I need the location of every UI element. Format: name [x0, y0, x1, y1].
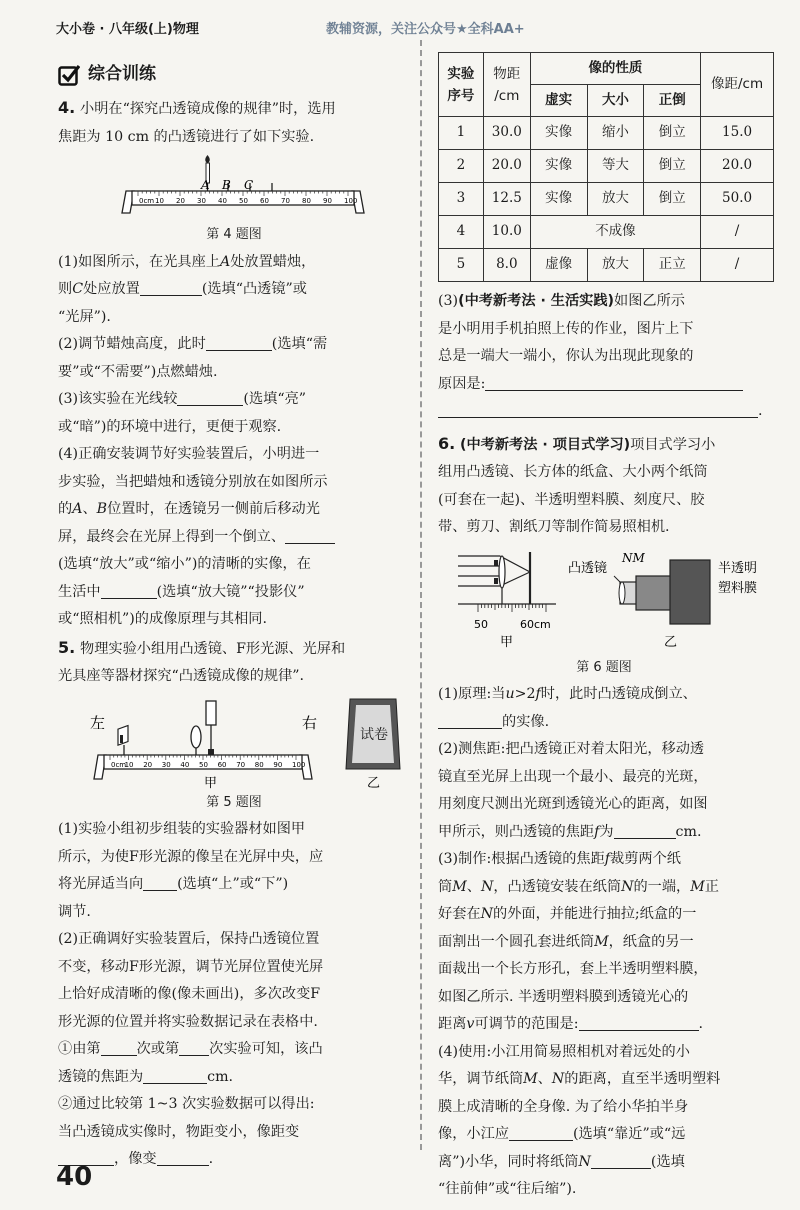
screen-text: 试卷 [360, 726, 388, 743]
text: (3)该实验在光线较 [58, 391, 178, 407]
text: u [505, 686, 515, 702]
text: ，像变 [114, 1151, 157, 1167]
text: 带、剪刀、割纸刀等制作简易照相机. [438, 519, 670, 535]
text: 为 [599, 823, 614, 840]
figure-6-drawing [438, 546, 770, 654]
page-number: 40 [56, 1162, 93, 1192]
ruler-label: 70 [281, 197, 290, 205]
page-header [56, 14, 760, 38]
ruler-label: 30 [161, 760, 171, 769]
text: (2)调节蜡烛高度，此时 [58, 336, 206, 352]
ruler-label: 60 [217, 760, 227, 769]
text: (选填“凸透镜”或 [201, 281, 307, 297]
ruler-label: 80 [302, 197, 311, 205]
cell: 等大 [587, 150, 644, 183]
cell: 实像 [530, 183, 587, 216]
text: (可套在一起)、半透明塑料膜、刻度尺、胶 [438, 491, 705, 508]
label-left: 左 [90, 713, 106, 732]
text: M [452, 878, 467, 895]
tag: (中考新考法 · 生活实践) [458, 293, 615, 309]
cell: 放大 [587, 183, 644, 216]
answer-blank[interactable] [157, 1149, 209, 1166]
text: 、 [82, 501, 97, 517]
text: . [208, 1151, 214, 1167]
text: f [594, 823, 600, 840]
text: 形光源的位置并将实验数据记录在表格中. [58, 1013, 318, 1030]
text: (选填“放大”或“缩小”)的清晰的实像，在 [58, 556, 311, 572]
text: f [604, 851, 611, 867]
text: M [690, 878, 705, 895]
ruler-label: 40 [180, 760, 190, 769]
text: v [466, 1016, 475, 1032]
cell: 20.0 [701, 150, 774, 183]
text: 用刻度尺测出光斑到透镜光心的距离，如图 [438, 796, 708, 812]
ruler-label: 70 [236, 760, 246, 769]
header-seq [439, 53, 484, 117]
ruler-label: 20 [176, 197, 185, 205]
ruler-label: 30 [197, 197, 206, 205]
text: 要”或“不需要”)点燃蜡烛. [58, 363, 218, 380]
cell: 10.0 [483, 216, 530, 249]
figure-caption: 第 6 题图 [576, 659, 632, 675]
sub-label-b: 乙 [367, 775, 381, 789]
answer-blank[interactable] [177, 389, 243, 406]
cell: 3 [439, 183, 484, 216]
text: 、 [466, 878, 481, 895]
text: C [72, 281, 84, 297]
answer-blank[interactable] [485, 374, 743, 391]
ruler-label: 100 [292, 760, 306, 769]
left-column [58, 60, 410, 1174]
cell: 4 [439, 216, 484, 249]
ruler-label: 50 [239, 197, 248, 205]
stem-line: 小明在“探究凸透镜成像的规律”时，选用 [80, 101, 336, 117]
cell: 5 [439, 249, 484, 282]
table-row [439, 183, 774, 216]
ruler-label: 100 [344, 197, 358, 205]
ruler-label: 0cm [139, 197, 155, 205]
ruler-label-60: 60cm [520, 617, 551, 631]
cell: / [701, 216, 774, 249]
text: (选填“靠近”或“远 [572, 1126, 686, 1142]
text: 如图乙所示 [614, 293, 685, 309]
text: 将光屏适当向 [58, 876, 144, 892]
header-image-properties: 像的性质 [530, 53, 700, 85]
film-label-2: 塑料膜 [718, 580, 758, 596]
text: (4)正确安装调节好实验装置后，小明进一 [58, 446, 320, 462]
text: ，凸透镜安装在纸筒 [493, 878, 622, 895]
text: “往前伸”或“往后缩”). [438, 1181, 577, 1197]
text: 像，小江应 [438, 1126, 509, 1142]
answer-blank[interactable] [179, 1039, 209, 1056]
text: 上恰好成清晰的像(像未画出)，多次改变F [58, 986, 321, 1002]
answer-blank[interactable] [101, 1039, 137, 1056]
text: 甲所示，则凸透镜的焦距 [438, 823, 595, 840]
question-4 [58, 94, 410, 634]
text: ②通过比较第 1~3 次实验数据可以得出: [58, 1096, 315, 1112]
text: 裁剪两个纸 [610, 851, 681, 867]
ruler-label: 20 [143, 760, 153, 769]
text: 的一端， [633, 878, 691, 895]
question-number: 5. [58, 637, 76, 657]
cell: 1 [439, 117, 484, 150]
answer-blank[interactable] [101, 582, 157, 599]
text: 处放置蜡烛， [230, 253, 316, 270]
cell: 实像 [530, 117, 587, 150]
text: (1)原理:当 [438, 686, 506, 702]
ruler-label: 90 [273, 760, 283, 769]
lens-label: 凸透镜 [568, 560, 608, 576]
answer-blank[interactable] [143, 874, 177, 891]
text: N [551, 1071, 565, 1087]
text: (4)使用:小江用简易照相机对着远处的小 [438, 1043, 690, 1060]
stem-line: 光具座等器材探究“凸透镜成像的规律”. [58, 668, 305, 684]
section-heading [58, 60, 410, 90]
text: (2)正确调好实验装置后，保持凸透镜位置 [58, 931, 320, 947]
text: N [480, 878, 494, 895]
text: . [698, 1016, 704, 1032]
ruler-label: 0cm [111, 760, 127, 769]
text: (选填“亮” [243, 391, 307, 407]
checkbox-icon [58, 64, 80, 86]
text: N [480, 906, 493, 922]
text: 序号 [447, 87, 475, 104]
ruler-label-50: 50 [474, 617, 488, 631]
text: 筒 [438, 878, 453, 895]
text: 膜上成清晰的全身像. 为了给小华拍半身 [438, 1098, 689, 1115]
text: (1)实验小组初步组装的实验器材如图甲 [58, 821, 306, 837]
cell: 不成像 [530, 216, 700, 249]
text: 次实验可知，该凸 [209, 1041, 323, 1057]
cell: 20.0 [483, 150, 530, 183]
ruler-label: 10 [155, 197, 164, 205]
figure-caption: 第 4 题图 [206, 227, 262, 242]
figure-6 [438, 546, 770, 654]
text: 步实验，当把蜡烛和透镜分别放在如图所示 [58, 473, 328, 490]
text: 的 [58, 501, 73, 517]
table-row [439, 150, 774, 183]
column-divider [420, 40, 422, 1150]
text: “光屏”). [58, 308, 111, 325]
text: 面裁出一个长方形孔，套上半透明塑料膜， [438, 961, 708, 977]
text: f [535, 686, 541, 702]
cell: 2 [439, 150, 484, 183]
text: 面割出一个圆孔套进纸筒 [438, 933, 595, 950]
header-image-distance: 像距/cm [701, 53, 774, 117]
text: 的实像. [502, 713, 550, 730]
text: 所示，为使F形光源的像呈在光屏中央，应 [58, 848, 324, 865]
text: A [72, 501, 83, 517]
cell: 正立 [644, 249, 701, 282]
text: 当凸透镜成实像时，物距变小，像距变 [58, 1123, 300, 1140]
text: (选填“放大镜”“投影仪” [156, 583, 305, 600]
text: B [96, 501, 108, 517]
answer-blank[interactable] [579, 1014, 699, 1031]
header-orient: 正倒 [644, 85, 701, 117]
ruler-label: 40 [218, 197, 227, 205]
ruler-label: 80 [254, 760, 264, 769]
cell: 实像 [530, 150, 587, 183]
ruler-label: 10 [124, 760, 134, 769]
cell: / [701, 249, 774, 282]
text: (选填“需 [271, 336, 328, 352]
text: 的距离，直至半透明塑料 [564, 1071, 721, 1087]
header-real: 虚实 [530, 85, 587, 117]
text: 的外面，并能进行抽拉;纸盒的一 [493, 906, 697, 922]
text: 是小明用手机拍照上传的作业，图片上下 [438, 320, 694, 337]
film-label-1: 半透明 [718, 560, 758, 576]
section-title: 综合训练 [88, 64, 156, 85]
right-column: 实验 序号 物距 /cm 像的性质 像距/cm 虚实 大小 正倒 1 30.0 实像 缩小 倒立 15.0 2 20.0 实像 等大 倒立 20.0 3 12.5 实像 放大 倒立 50.0 4 10.0 不成像 / 5 8.0 虚像 放大 正立 / (3)(中考新考法 · 生活实践)如图乙所示 是小明用手机拍照上传的作业，图片上下 总是一端大一端小，你认为出现此现象的 原因是: . 6. (中考新考法 · 项目式学习)项目式学习小 组用凸透镜、长方体的纸盒、大小两个纸筒 (可套在一起)、半透明塑料膜、刻度尺、胶 带、剪刀、割纸刀等制作简易照相机. 50 60cm 甲 凸透镜 NM 半透明 塑料膜 乙 第 6 题图 (1)原理:当u>2f时，此时凸透镜成倒立、 的实像. (2)测焦距:把凸透镜正对着太阳光，移动透 镜直至光屏上出现一个最小、最亮的光斑， 用刻度尺测出光斑到透镜光心的距离，如图 甲所示，则凸透镜的焦距f为 cm. (3)制作:根据凸透镜的焦距f裁剪两个纸 筒M、N，凸透镜安装在纸筒N的一端，M正 好套在N的外面，并能进行抽拉;纸盒的一 面割出一个圆孔套进纸筒M，纸盒的另一 面裁出一个长方形孔，套上半透明塑料膜， 如图乙所示. 半透明塑料膜到透镜光心的 距离v可调节的范围是: . (4)使用:小江用简易照相机对着远处的小 华，调节纸筒M、N的距离，直至半透明塑料 膜上成清晰的全身像. 为了给小华拍半身 像，小江应 (选填“靠近”或“远 离”)小华，同时将纸筒N (选填 “往前伸”或“往后缩”). [438, 52, 770, 1204]
text: 项目式学习小 [630, 436, 716, 453]
question-5 [58, 634, 410, 1174]
ruler-label: 90 [323, 197, 332, 205]
text: 调节. [58, 903, 91, 920]
text: 正 [704, 878, 719, 895]
text: 总是一端大一端小，你认为出现此现象的 [438, 348, 694, 364]
text: 则 [58, 281, 73, 297]
mn-label: NM [622, 550, 645, 565]
cell: 倒立 [644, 183, 701, 216]
text: (选填“上”或“下”) [177, 876, 289, 892]
text: 离”)小华，同时将纸筒 [438, 1153, 579, 1170]
answer-blank[interactable] [438, 401, 758, 418]
text: 不变，移动F形光源，调节光屏位置使光屏 [58, 958, 324, 975]
question-number: 6. [438, 433, 456, 453]
text: 实验 [447, 65, 475, 82]
cell: 30.0 [483, 117, 530, 150]
label-right: 右 [302, 713, 318, 732]
text: N [621, 878, 634, 895]
stem-line: 焦距为 10 cm 的凸透镜进行了如下实验. [58, 128, 315, 145]
text: 处应放置 [83, 281, 140, 297]
answer-blank[interactable] [143, 1067, 207, 1084]
text: ，纸盒的另一 [608, 933, 694, 950]
answer-blank[interactable] [438, 712, 502, 729]
text: /cm [494, 87, 520, 104]
text: A [219, 253, 231, 270]
text: cm. [675, 823, 702, 840]
figure-4 [58, 153, 410, 221]
answer-blank[interactable] [614, 822, 676, 839]
ruler-label: 50 [199, 760, 208, 769]
label-b: B [222, 178, 231, 192]
cell: 8.0 [483, 249, 530, 282]
sub-label-a: 甲 [500, 634, 514, 650]
text: 、 [537, 1071, 552, 1087]
cell: 放大 [587, 249, 644, 282]
text: 时，此时凸透镜成倒立、 [540, 686, 697, 702]
answer-blank[interactable] [140, 279, 202, 296]
cell: 缩小 [587, 117, 644, 150]
header-object-distance [483, 53, 530, 117]
answer-blank[interactable] [206, 334, 272, 351]
figure-5-drawing [58, 693, 410, 789]
cell: 15.0 [701, 117, 774, 150]
optical-bench-figure [58, 153, 410, 221]
data-table [438, 52, 774, 282]
header-size: 大小 [587, 85, 644, 117]
text: 组用凸透镜、长方体的纸盒、大小两个纸筒 [438, 464, 708, 480]
book-title: 大小卷 · 八年级(上)物理 [56, 22, 199, 37]
table-row [439, 117, 774, 150]
table-row [439, 249, 774, 282]
table-row [439, 216, 774, 249]
text: 屏，最终会在光屏上得到一个倒立、 [58, 528, 286, 545]
stem-line: 物理实验小组用凸透镜、F形光源、光屏和 [80, 640, 346, 657]
cell: 12.5 [483, 183, 530, 216]
label-c: C [244, 178, 254, 192]
cell: 虚像 [530, 249, 587, 282]
cell: 50.0 [701, 183, 774, 216]
text: ①由第 [58, 1041, 101, 1057]
text: 物距 [493, 65, 521, 82]
sub-label-a: 甲 [204, 775, 218, 789]
text: 华，调节纸筒 [438, 1071, 524, 1087]
text: 透镜的焦距为 [58, 1068, 144, 1085]
text: 次或第 [136, 1041, 180, 1057]
answer-blank[interactable] [509, 1124, 573, 1141]
text: (2)测焦距:把凸透镜正对着太阳光，移动透 [438, 741, 705, 757]
cell: 倒立 [644, 117, 701, 150]
text: 生活中 [58, 583, 101, 600]
text: (选填 [650, 1153, 685, 1170]
ruler-label: 60 [260, 197, 269, 205]
tag: (中考新考法 · 项目式学习) [460, 436, 631, 453]
answer-blank[interactable] [285, 527, 335, 544]
question-6 [438, 430, 770, 1204]
text: 好套在 [438, 906, 481, 922]
text: >2 [514, 686, 536, 702]
text: N [578, 1153, 591, 1170]
question-number: 4. [58, 98, 76, 117]
text: 位置时，在透镜另一侧前后移动光 [107, 501, 320, 517]
text: 或“照相机”)的成像原理与其相同. [58, 611, 267, 627]
sub-label-b: 乙 [664, 634, 678, 650]
watermark: 教辅资源，关注公众号★全科AA+ [326, 22, 525, 37]
text: M [594, 933, 609, 950]
figure-caption: 第 5 题图 [206, 794, 262, 810]
label-a: A [201, 178, 210, 192]
text: M [523, 1071, 538, 1087]
answer-blank[interactable] [591, 1152, 651, 1169]
text: 可调节的范围是: [474, 1016, 579, 1032]
text: (3)制作:根据凸透镜的焦距 [438, 851, 605, 867]
text: 镜直至光屏上出现一个最小、最亮的光斑， [438, 768, 708, 785]
text: (3) [438, 293, 459, 309]
figure-5 [58, 693, 410, 789]
text: 原因是: [438, 375, 486, 392]
text: 如图乙所示. 半透明塑料膜到透镜光心的 [438, 988, 689, 1005]
text: cm. [207, 1068, 234, 1085]
text: 距离 [438, 1016, 467, 1032]
cell: 倒立 [644, 150, 701, 183]
text: 或“暗”)的环境中进行，更便于观察. [58, 418, 282, 435]
text: (1)如图所示，在光具座上 [58, 253, 220, 270]
